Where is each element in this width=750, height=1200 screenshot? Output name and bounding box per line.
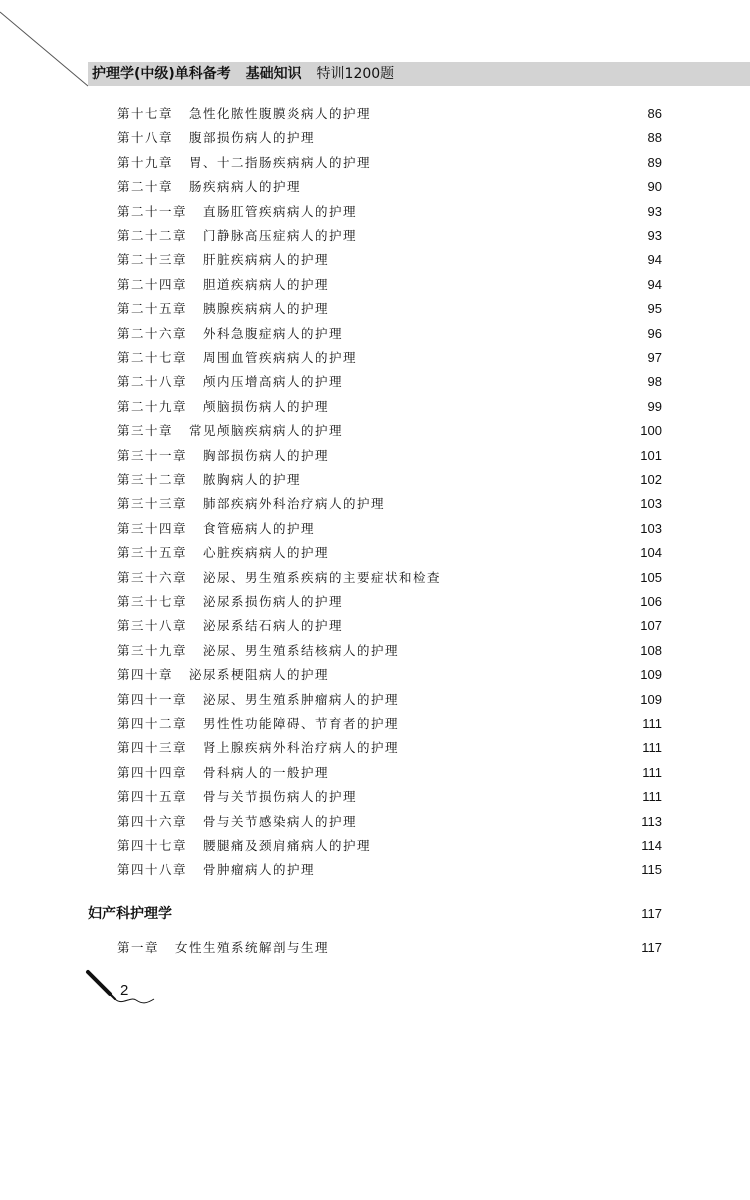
chapter-title: 肠疾病病人的护理 [189,179,302,195]
chapter-page-number: 104 [640,545,662,561]
chapter-page-number: 102 [640,472,662,487]
chapter-page-number: 111 [642,789,662,805]
header-series: 特训1200题 [316,66,395,82]
chapter-title: 胰腺疾病病人的护理 [203,301,330,317]
chapter-page-number: 111 [642,716,662,731]
toc-entry[interactable] [117,371,662,393]
leader-dots [305,176,644,198]
chapter-page-number: 109 [640,691,662,707]
header-book-title: 护理学(中级)单科备考 [92,66,231,82]
chapter-number: 第四十六章 [117,813,188,829]
leader-dots [333,542,636,564]
chapter-page-number: 99 [647,398,662,414]
toc-entry[interactable] [117,713,662,735]
chapter-number: 第三十一章 [117,447,188,463]
chapter-number: 第二十四章 [117,276,188,292]
chapter-number: 第三十三章 [117,496,188,512]
leader-dots [176,901,637,925]
chapter-title: 胆道疾病病人的护理 [203,276,330,292]
section-title: 妇产科护理学 [88,906,172,922]
chapter-title: 肺部疾病外科治疗病人的护理 [203,496,386,512]
chapter-number: 第二十五章 [117,301,188,317]
running-header [88,62,750,86]
chapter-title: 泌尿系结石病人的护理 [203,618,344,634]
chapter-page-number: 117 [641,940,662,955]
leader-dots [319,127,644,149]
chapter-title: 女性生殖系统解剖与生理 [175,940,330,955]
chapter-title: 泌尿、男生殖系结核病人的护理 [203,642,400,658]
leader-dots [319,859,637,881]
chapter-page-number: 89 [647,154,662,170]
chapter-page-number: 98 [647,374,662,390]
toc-entry[interactable] [117,640,662,662]
chapter-page-number: 95 [647,301,662,317]
leader-dots [361,225,644,247]
chapter-title: 门静脉高压症病人的护理 [203,228,358,243]
chapter-page-number: 86 [647,106,662,121]
chapter-title: 骨肿瘤病人的护理 [203,862,316,878]
toc-entry[interactable] [117,445,662,467]
chapter-title: 胃、十二指肠疾病病人的护理 [189,154,372,170]
chapter-number: 第一章 [117,940,160,955]
chapter-page-number: 115 [641,862,662,878]
leader-dots [333,664,636,686]
toc-entry[interactable] [117,811,662,833]
page-number: 2 [120,982,129,999]
chapter-title: 食管癌病人的护理 [203,520,316,536]
chapter-number: 第四十七章 [117,838,188,853]
chapter-title: 腰腿痛及颈肩痛病人的护理 [203,838,372,853]
chapter-title: 肝脏疾病病人的护理 [203,252,330,268]
toc-entry[interactable] [117,152,662,174]
chapter-page-number: 103 [640,520,662,536]
toc-entry[interactable] [117,347,662,369]
leader-dots [361,347,644,369]
toc-entry[interactable] [117,591,662,613]
leader-dots [389,493,636,515]
toc-entry[interactable] [117,567,662,589]
chapter-title: 骨与关节损伤病人的护理 [203,789,358,805]
corner-decoration [0,0,100,90]
toc-entry[interactable] [117,859,662,881]
toc-entry[interactable] [117,937,662,959]
chapter-title: 泌尿系损伤病人的护理 [203,594,344,609]
toc-section-heading[interactable] [88,901,662,925]
chapter-page-number: 114 [641,838,662,853]
chapter-number: 第二十九章 [117,398,188,414]
toc-entry[interactable] [117,201,662,223]
chapter-title: 胸部损伤病人的护理 [203,447,330,463]
chapter-title: 常见颅脑疾病病人的护理 [189,423,344,439]
chapter-title: 骨科病人的一般护理 [203,764,330,780]
chapter-title: 脓胸病人的护理 [203,472,302,487]
toc-entry[interactable] [117,103,662,125]
leader-dots [403,640,636,662]
chapter-number: 第四十四章 [117,764,188,780]
leader-dots [403,713,638,735]
chapter-title: 外科急腹症病人的护理 [203,325,344,341]
chapter-title: 男性性功能障碍、节育者的护理 [203,716,400,731]
chapter-number: 第三十七章 [117,594,188,609]
leader-dots [347,615,636,637]
chapter-page-number: 107 [640,618,662,634]
chapter-page-number: 111 [642,764,662,780]
leader-dots [333,396,644,418]
toc-entry[interactable] [117,176,662,198]
chapter-page-number: 111 [642,740,662,756]
chapter-page-number: 93 [647,228,662,243]
leader-dots [333,274,644,296]
toc-entry[interactable] [117,542,662,564]
leader-dots [347,420,636,442]
chapter-number: 第三十六章 [117,569,188,585]
chapter-page-number: 96 [647,325,662,341]
chapter-number: 第三十二章 [117,472,188,487]
leader-dots [347,371,644,393]
toc-entry[interactable] [117,737,662,759]
chapter-number: 第四十章 [117,667,174,683]
chapter-page-number: 93 [647,203,662,219]
chapter-title: 腹部损伤病人的护理 [189,130,316,146]
chapter-number: 第二十一章 [117,203,188,219]
chapter-title: 泌尿、男生殖系疾病的主要症状和检查 [203,569,442,585]
toc-entry[interactable] [117,493,662,515]
leader-dots [361,201,644,223]
chapter-number: 第四十三章 [117,740,188,756]
leader-dots [319,518,636,540]
chapter-number: 第四十一章 [117,691,188,707]
chapter-page-number: 101 [640,447,662,463]
chapter-title: 颅内压增高病人的护理 [203,374,344,390]
chapter-number: 第二十七章 [117,350,188,365]
toc-entry[interactable] [117,298,662,320]
chapter-number: 第二十八章 [117,374,188,390]
toc-entry[interactable] [117,225,662,247]
chapter-page-number: 106 [640,594,662,609]
leader-dots [333,298,644,320]
toc-entry[interactable] [117,249,662,271]
chapter-number: 第二十六章 [117,325,188,341]
chapter-number: 第二十章 [117,179,174,195]
leader-dots [375,835,637,857]
toc-entry[interactable] [117,420,662,442]
leader-dots [361,786,638,808]
chapter-number: 第二十三章 [117,252,188,268]
chapter-title: 周围血管疾病病人的护理 [203,350,358,365]
chapter-page-number: 94 [647,276,662,292]
section-page-number: 117 [641,905,662,921]
toc-entry[interactable] [117,469,662,491]
toc-entry[interactable] [117,274,662,296]
chapter-title: 骨与关节感染病人的护理 [203,813,358,829]
chapter-number: 第四十八章 [117,862,188,878]
leader-dots [403,737,638,759]
leader-dots [333,445,636,467]
chapter-page-number: 97 [647,350,662,365]
toc-entry[interactable] [117,127,662,149]
leader-dots [403,689,636,711]
toc-entry[interactable] [117,323,662,345]
leader-dots [375,103,644,125]
chapter-number: 第三十八章 [117,618,188,634]
toc-entry[interactable] [117,615,662,637]
header-part: 基础知识 [245,66,302,82]
chapter-number: 第十八章 [117,130,174,146]
chapter-page-number: 105 [640,569,662,585]
leader-dots [361,811,637,833]
chapter-page-number: 109 [640,667,662,683]
toc-entry[interactable] [117,664,662,686]
chapter-title: 肾上腺疾病外科治疗病人的护理 [203,740,400,756]
chapter-number: 第二十二章 [117,228,188,243]
leader-dots [445,567,636,589]
chapter-title: 心脏疾病病人的护理 [203,545,330,561]
chapter-page-number: 100 [640,423,662,439]
chapter-title: 泌尿、男生殖系肿瘤病人的护理 [203,691,400,707]
chapter-number: 第三十五章 [117,545,188,561]
toc-entry[interactable] [117,786,662,808]
leader-dots [333,937,637,959]
chapter-number: 第三十四章 [117,520,188,536]
chapter-number: 第三十九章 [117,642,188,658]
chapter-number: 第十九章 [117,154,174,170]
toc-entry[interactable] [117,835,662,857]
leader-dots [347,591,636,613]
chapter-number: 第三十章 [117,423,174,439]
chapter-title: 颅脑损伤病人的护理 [203,398,330,414]
leader-dots [347,323,644,345]
chapter-title: 急性化脓性腹膜炎病人的护理 [189,106,372,121]
chapter-title: 直肠肛管疾病病人的护理 [203,203,358,219]
leader-dots [333,762,638,784]
toc-entry[interactable] [117,762,662,784]
chapter-page-number: 113 [641,813,662,829]
toc-entry[interactable] [117,396,662,418]
chapter-title: 泌尿系梗阻病人的护理 [189,667,330,683]
leader-dots [305,469,636,491]
chapter-number: 第十七章 [117,106,174,121]
chapter-number: 第四十五章 [117,789,188,805]
chapter-page-number: 94 [647,252,662,268]
chapter-number: 第四十二章 [117,716,188,731]
leader-dots [375,152,644,174]
chapter-page-number: 88 [647,130,662,146]
toc-entry[interactable] [117,689,662,711]
chapter-page-number: 108 [640,642,662,658]
chapter-page-number: 90 [647,179,662,195]
toc-entry[interactable] [117,518,662,540]
leader-dots [333,249,644,271]
chapter-page-number: 103 [640,496,662,512]
